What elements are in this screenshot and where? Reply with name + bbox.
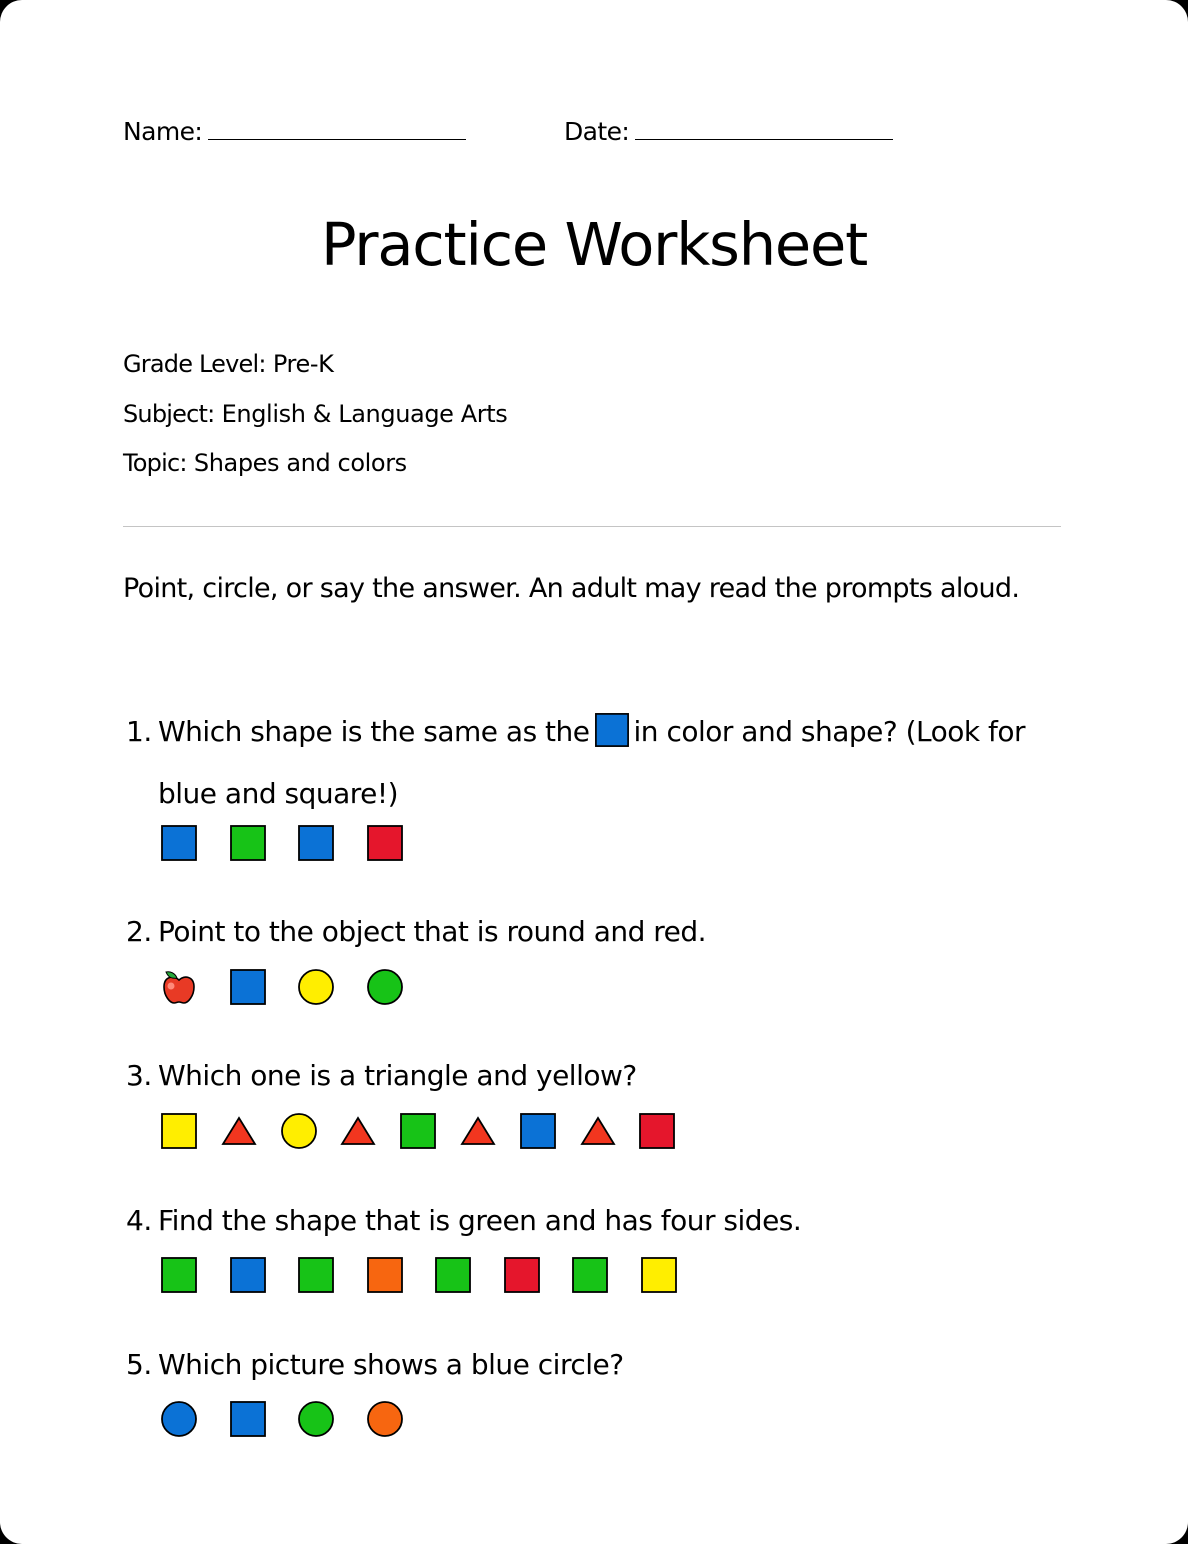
worksheet-meta xyxy=(123,340,507,489)
yellow-square-icon[interactable] xyxy=(640,1256,678,1294)
yellow-square-icon[interactable] xyxy=(160,1112,198,1150)
question-text: Which picture shows a blue circle? xyxy=(158,1348,624,1381)
question-text: Which one is a triangle and yellow? xyxy=(158,1059,637,1092)
blue-square-icon[interactable] xyxy=(229,968,267,1006)
name-field xyxy=(123,117,466,146)
red-square-icon[interactable] xyxy=(366,824,404,862)
grade-level-row xyxy=(123,340,507,390)
green-square-icon[interactable] xyxy=(297,1256,335,1294)
instructions: Point, circle, or say the answer. An adult may read the prompts aloud. xyxy=(123,573,1020,604)
orange-circle-icon[interactable] xyxy=(366,1400,404,1438)
date-label: Date: xyxy=(564,117,630,146)
blue-square-icon[interactable] xyxy=(519,1112,557,1150)
question-text: Point to the object that is round and red. xyxy=(158,915,707,948)
blue-square-icon[interactable] xyxy=(229,1400,267,1438)
blue-square-icon xyxy=(594,712,630,748)
blue-square-icon[interactable] xyxy=(229,1256,267,1294)
blue-square-icon[interactable] xyxy=(160,824,198,862)
question-text: Find the shape that is green and has four sides. xyxy=(158,1204,802,1237)
question-text xyxy=(158,704,1066,821)
question-text-before: Which shape is the same as the xyxy=(158,715,590,748)
subject-value: English & Language Arts xyxy=(221,399,508,428)
date-blank-line[interactable] xyxy=(635,119,893,140)
grade-level-label: Grade Level: xyxy=(123,350,266,378)
question-number: 5. xyxy=(126,1348,152,1381)
question-number: 1. xyxy=(126,715,152,748)
triangle-red-triangle-icon[interactable] xyxy=(339,1112,377,1150)
triangle-red-triangle-icon[interactable] xyxy=(459,1112,497,1150)
date-field xyxy=(564,117,893,146)
red-square-icon[interactable] xyxy=(503,1256,541,1294)
inline-blue-square-icon xyxy=(594,711,630,766)
red-square-icon[interactable] xyxy=(638,1112,676,1150)
question-1 xyxy=(126,704,1066,821)
apple-icon[interactable] xyxy=(160,968,198,1006)
question-number: 2. xyxy=(126,915,152,948)
green-circle-icon[interactable] xyxy=(366,968,404,1006)
orange-square-icon[interactable] xyxy=(366,1256,404,1294)
triangle-red-triangle-icon[interactable] xyxy=(579,1112,617,1150)
blue-circle-icon[interactable] xyxy=(160,1400,198,1438)
green-square-icon[interactable] xyxy=(229,824,267,862)
subject-row xyxy=(123,390,507,440)
page-title: Practice Worksheet xyxy=(320,210,868,279)
question-number: 4. xyxy=(126,1204,152,1237)
green-square-icon[interactable] xyxy=(571,1256,609,1294)
blue-square-icon[interactable] xyxy=(297,824,335,862)
name-blank-line[interactable] xyxy=(208,119,466,140)
topic-row xyxy=(123,439,507,489)
question-4 xyxy=(126,1193,1066,1248)
triangle-red-triangle-icon[interactable] xyxy=(220,1112,258,1150)
green-square-icon[interactable] xyxy=(160,1256,198,1294)
name-label: Name: xyxy=(123,117,203,146)
section-divider xyxy=(123,526,1061,527)
green-square-icon[interactable] xyxy=(399,1112,437,1150)
topic-value: Shapes and colors xyxy=(193,449,407,477)
topic-label: Topic: xyxy=(123,449,187,477)
green-circle-icon[interactable] xyxy=(297,1400,335,1438)
question-text-after: in color and shape? (Look for blue and square!) xyxy=(158,715,1026,810)
question-5 xyxy=(126,1337,1066,1392)
question-number: 3. xyxy=(126,1059,152,1092)
question-3 xyxy=(126,1048,1066,1103)
yellow-circle-icon[interactable] xyxy=(297,968,335,1006)
grade-level-value: Pre-K xyxy=(272,350,334,378)
header-row xyxy=(123,117,630,146)
yellow-circle-icon[interactable] xyxy=(280,1112,318,1150)
question-2 xyxy=(126,904,1066,959)
subject-label: Subject: xyxy=(123,399,215,428)
green-square-icon[interactable] xyxy=(434,1256,472,1294)
